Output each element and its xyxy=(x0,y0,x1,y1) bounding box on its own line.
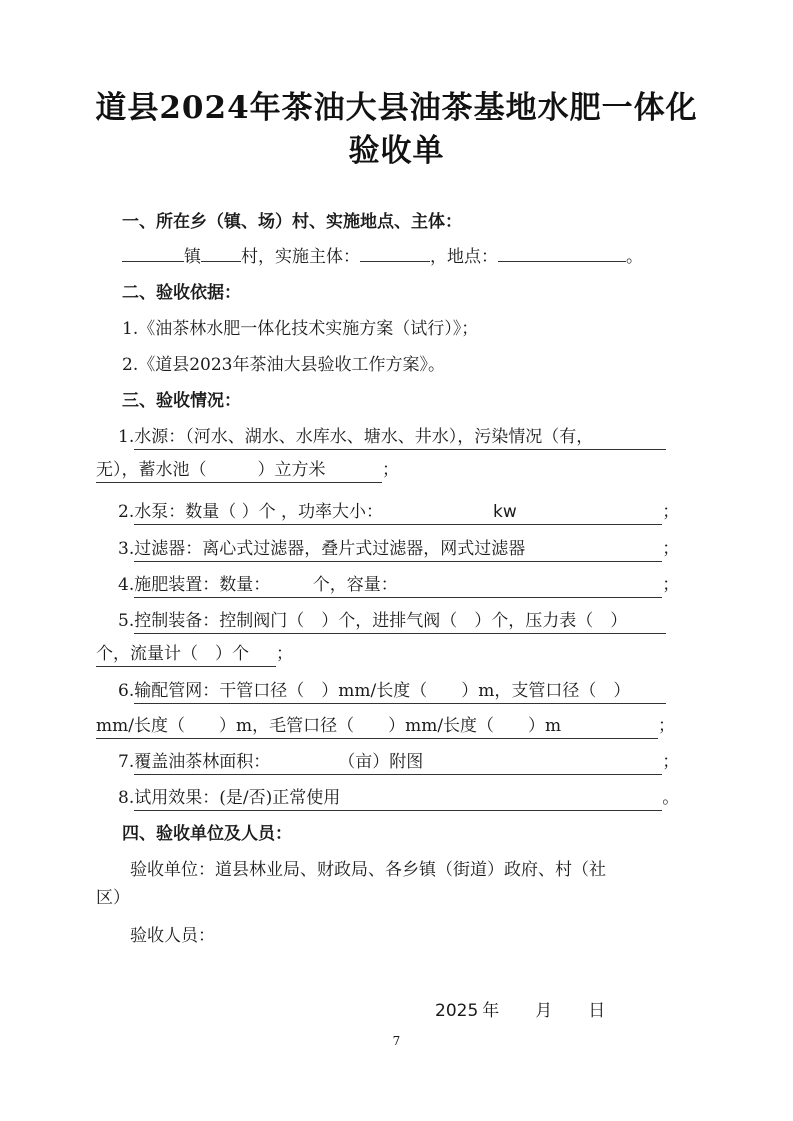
item7-coverage-area[interactable]: 覆盖油茶林面积： （亩）附图 xyxy=(134,750,662,775)
item7-line xyxy=(118,750,679,775)
basis-item-1: 1.《油茶林水肥一体化技术实施方案（试行）》； xyxy=(122,319,479,339)
document-title-line2: 验收单 xyxy=(348,133,445,169)
item8-trial-effect[interactable]: 试用效果：(是/否)正常使用 xyxy=(134,786,662,811)
village-blank[interactable] xyxy=(201,243,241,262)
item4-number: 4. xyxy=(118,575,135,595)
section3-heading: 三、验收情况： xyxy=(122,391,241,411)
item4-line xyxy=(118,573,679,598)
item5-line-b xyxy=(96,642,293,667)
date-year-label: 年 xyxy=(482,1001,500,1021)
item1-reservoir[interactable]: 无），蓄水池（ ）立方米 xyxy=(96,458,382,483)
item2-line xyxy=(118,500,679,525)
location-blank[interactable] xyxy=(498,243,626,262)
item8-number: 8. xyxy=(118,788,135,808)
item8-end: 。 xyxy=(662,788,680,808)
item5-flowmeter[interactable]: 个，流量计（ ）个 xyxy=(96,642,276,667)
item1-end: ； xyxy=(382,460,399,480)
item2-number: 2. xyxy=(118,502,135,522)
item5-line-a xyxy=(118,609,666,634)
item7-end: ； xyxy=(662,752,680,772)
item5-end: ； xyxy=(276,644,293,664)
section1-end: 。 xyxy=(626,247,643,267)
subject-label: 村，实施主体： xyxy=(241,247,360,267)
section4-heading: 四、验收单位及人员： xyxy=(122,824,292,844)
item6-end: ； xyxy=(658,716,675,736)
document-title-line1: 道县2024年茶油大县油茶基地水肥一体化 xyxy=(95,90,698,126)
item2-end: ； xyxy=(662,502,680,522)
item6-line-a xyxy=(118,679,666,704)
acceptance-units-line-b: 区） xyxy=(96,888,130,908)
item3-line xyxy=(118,537,679,562)
section1-fill-line xyxy=(122,243,643,269)
item1-number: 1. xyxy=(118,427,135,447)
item2-pump[interactable] xyxy=(134,500,662,525)
date-year: 2025 xyxy=(435,1001,479,1021)
item2-pump-label: 水泵：数量（ ）个 ，功率大小： xyxy=(134,502,384,522)
item3-number: 3. xyxy=(118,539,135,559)
section2-heading: 二、验收依据： xyxy=(122,283,241,303)
item6-pipe-network[interactable]: 输配管网：干管口径（ ）mm/长度（ ）m，支管口径（ ） xyxy=(134,679,666,704)
subject-blank[interactable] xyxy=(360,243,430,262)
section1-heading: 一、所在乡（镇、场）村、实施地点、主体： xyxy=(122,212,462,232)
item6-line-b xyxy=(96,714,675,739)
item3-end: ； xyxy=(662,539,680,559)
item7-number: 7. xyxy=(118,752,135,772)
town-blank[interactable] xyxy=(122,243,184,262)
item5-control-equipment[interactable]: 控制装备：控制阀门（ ）个，进排气阀（ ）个，压力表（ ） xyxy=(134,609,666,634)
item4-end: ； xyxy=(662,575,680,595)
item2-kw-unit: kw xyxy=(493,502,517,522)
item4-fertilizer-device[interactable]: 施肥装置：数量： 个，容量： xyxy=(134,573,662,598)
item1-line-a xyxy=(118,425,666,450)
item8-line xyxy=(118,786,679,811)
item1-water-source[interactable]: 水源：（河水、湖水、水库水、塘水、井水），污染情况（有， xyxy=(134,425,666,450)
basis-item-2: 2.《道县2023年茶油大县验收工作方案》。 xyxy=(122,355,445,375)
item6-number: 6. xyxy=(118,681,135,701)
date-day-label: 日 xyxy=(588,1001,606,1021)
date-month-label: 月 xyxy=(535,1001,553,1021)
page-number: 7 xyxy=(392,1034,401,1048)
date-line xyxy=(435,999,605,1023)
item1-line-b xyxy=(96,458,399,483)
location-label: ，地点： xyxy=(430,247,498,267)
item6-pipe-network-cont[interactable]: mm/长度（ ）m，毛管口径（ ）mm/长度（ ）m xyxy=(96,714,658,739)
item5-number: 5. xyxy=(118,611,135,631)
town-label: 镇 xyxy=(184,247,201,267)
item3-filter[interactable]: 过滤器：离心式过滤器，叠片式过滤器，网式过滤器 xyxy=(134,537,662,562)
acceptance-persons-label: 验收人员： xyxy=(130,926,215,946)
acceptance-units-line-a: 验收单位：道县林业局、财政局、各乡镇（街道）政府、村（社 xyxy=(130,860,606,880)
